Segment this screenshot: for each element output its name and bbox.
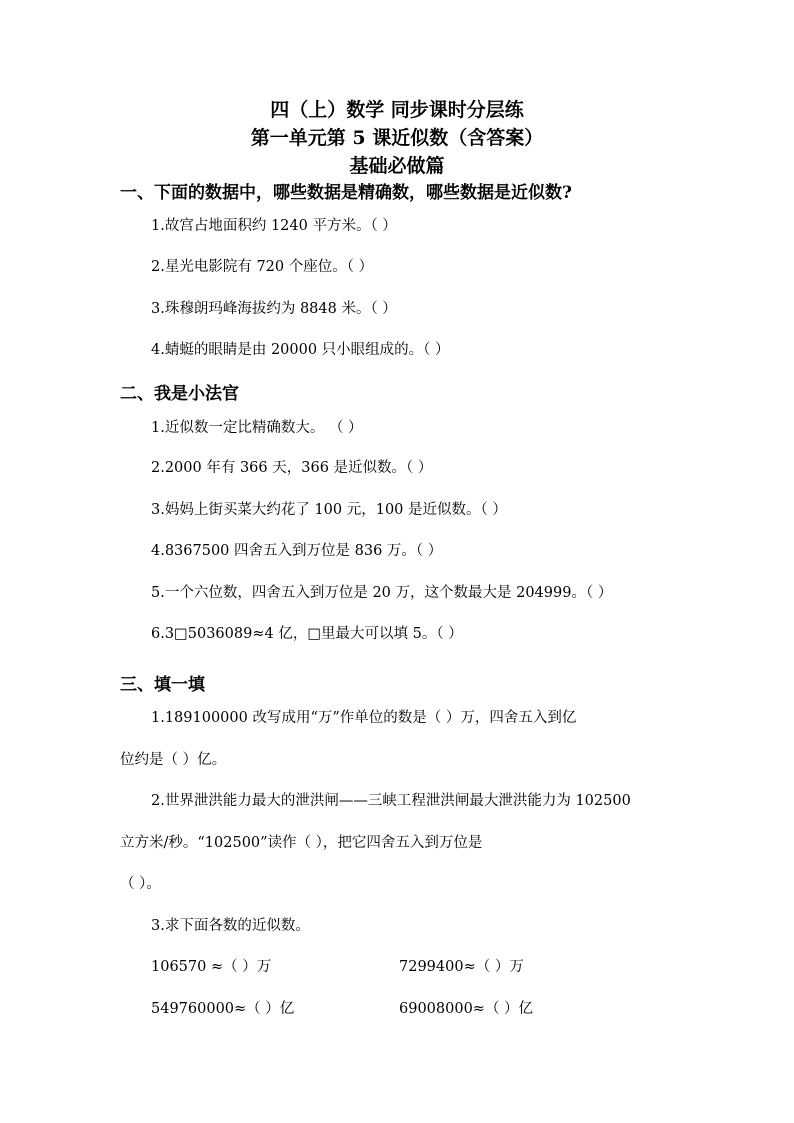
section-1-item-3: 3.珠穆朗玛峰海拔约为 8848 米。（ ） — [151, 301, 397, 317]
document-subtitle: 第一单元第 5 课近似数（含答案） — [250, 127, 544, 149]
document-title: 四（上）数学 同步课时分层练 — [270, 99, 524, 121]
section-2-item-6: 6.3□5036089≈4 亿，□里最大可以填 5。（ ） — [151, 626, 463, 642]
section-2-heading: 二、我是小法官 — [120, 384, 239, 404]
section-3-q1-line2: 位约是（ ）亿。 — [120, 752, 227, 768]
section-3-q2-line3: （ ）。 — [120, 876, 161, 892]
section-3-q3-title: 3.求下面各数的近似数。 — [151, 918, 310, 934]
section-2-item-1: 1.近似数一定比精确数大。 （ ） — [151, 420, 363, 436]
section-level-title: 基础必做篇 — [349, 155, 445, 177]
section-1-item-1: 1.故宫占地面积约 1240 平方米。（ ） — [151, 218, 397, 234]
section-3-q2-line2: 立方米/秒。“102500”读作（ ），把它四舍五入到万位是 — [120, 835, 483, 851]
section-2-item-4: 4.8367500 四舍五入到万位是 836 万。（ ） — [151, 543, 443, 559]
section-1-item-4: 4.蜻蜓的眼睛是由 20000 只小眼组成的。（ ） — [151, 342, 450, 358]
section-3-heading: 三、填一填 — [120, 675, 205, 695]
section-1-heading: 一、下面的数据中，哪些数据是精确数，哪些数据是近似数? — [120, 183, 572, 203]
approx-item-2: 7299400≈（ ）万 — [399, 959, 524, 975]
section-3-q2-line1: 2.世界泄洪能力最大的泄洪闸——三峡工程泄洪闸最大泄洪能力为 102500 — [151, 793, 631, 809]
section-1-item-2: 2.星光电影院有 720 个座位。（ ） — [151, 259, 374, 275]
approx-item-4: 69008000≈（ ）亿 — [399, 1001, 534, 1017]
section-3-q1-line1: 1.189100000 改写成用“万”作单位的数是（ ）万，四舍五入到亿 — [151, 710, 577, 726]
approx-item-3: 549760000≈（ ）亿 — [151, 1001, 295, 1017]
section-2-item-5: 5.一个六位数，四舍五入到万位是 20 万，这个数最大是 204999。（ ） — [151, 585, 613, 601]
section-2-item-3: 3.妈妈上街买菜大约花了 100 元，100 是近似数。（ ） — [151, 502, 507, 518]
section-2-item-2: 2.2000 年有 366 天，366 是近似数。（ ） — [151, 460, 433, 476]
approx-item-1: 106570 ≈（ ）万 — [151, 959, 272, 975]
